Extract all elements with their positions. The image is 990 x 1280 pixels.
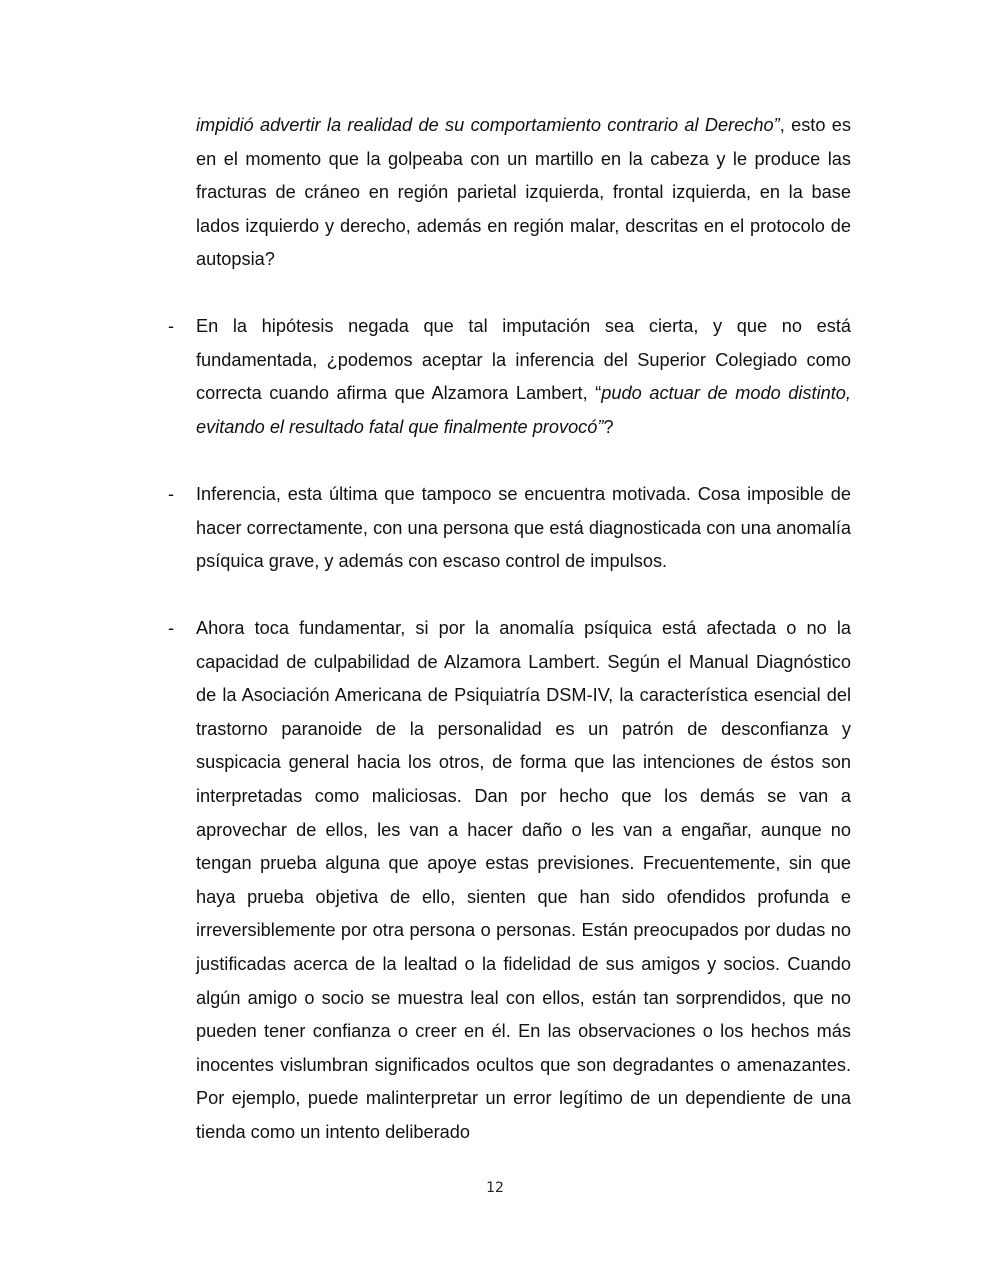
- bullet-marker: -: [168, 484, 175, 504]
- page-number: 12: [486, 1180, 504, 1196]
- paragraph-1-segment-2: , esto es en el momento que la golpeaba con un martillo en la cabeza y le produce las fracturas de cráneo en región parietal izquierda, frontal izquierda, en la base lados izquierdo y derecho, además en región malar, descritas en el protocolo de autopsia?: [196, 115, 851, 270]
- paragraph-1: [196, 109, 851, 277]
- paragraph-3: [196, 478, 851, 579]
- paragraph-2-segment-3: ?: [603, 416, 614, 437]
- paragraph-2-segment-2: pudo actuar de modo distinto, evitando el resultado fatal que finalmente provocó”: [196, 383, 851, 437]
- paragraph-2-segment-1: En la hipótesis negada que tal imputación sea cierta, y que no está fundamentada, ¿podemos aceptar la inferencia del Superior Colegiado como correcta cuando afirma que Alzamora Lambert, “: [196, 316, 851, 404]
- bullet-marker: -: [168, 316, 175, 336]
- paragraph-3-segment-1: Inferencia, esta última que tampoco se encuentra motivada. Cosa imposible de hacer correctamente, con una persona que está diagnosticada con una anomalía psíquica grave, y además con escaso control de impulsos.: [196, 484, 851, 572]
- paragraph-2: [196, 310, 851, 444]
- bullet-marker: -: [168, 618, 175, 638]
- paragraph-4: [196, 612, 851, 1150]
- paragraph-4-segment-1: Ahora toca fundamentar, si por la anomalía psíquica está afectada o no la capacidad de culpabilidad de Alzamora Lambert. Según el Manual Diagnóstico de la Asociación Americana de Psiquiatría DSM-IV, la característica esencial del trastorno paranoide de la personalidad es un patrón de desconfianza y suspicacia general hacia los otros, de forma que las intenciones de éstos son interpretadas como maliciosas. Dan por hecho que los demás se van a aprovechar de ellos, les van a hacer daño o les van a engañar, aunque no tengan prueba alguna que apoye estas previsiones. Frecuentemente, sin que haya prueba objetiva de ello, sienten que han sido ofendidos profunda e irreversiblemente por otra persona o personas. Están preocupados por dudas no justificadas acerca de la lealtad o la fidelidad de sus amigos y socios. Cuando algún amigo o socio se muestra leal con ellos, están tan sorprendidos, que no pueden tener confianza o creer en él. En las observaciones o los hechos más inocentes vislumbran significados ocultos que son degradantes o amenazantes. Por ejemplo, puede malinterpretar un error legítimo de un dependiente de una tienda como un intento deliberado: [196, 618, 851, 1142]
- paragraph-1-segment-1: impidió advertir la realidad de su comportamiento contrario al Derecho”: [196, 115, 780, 135]
